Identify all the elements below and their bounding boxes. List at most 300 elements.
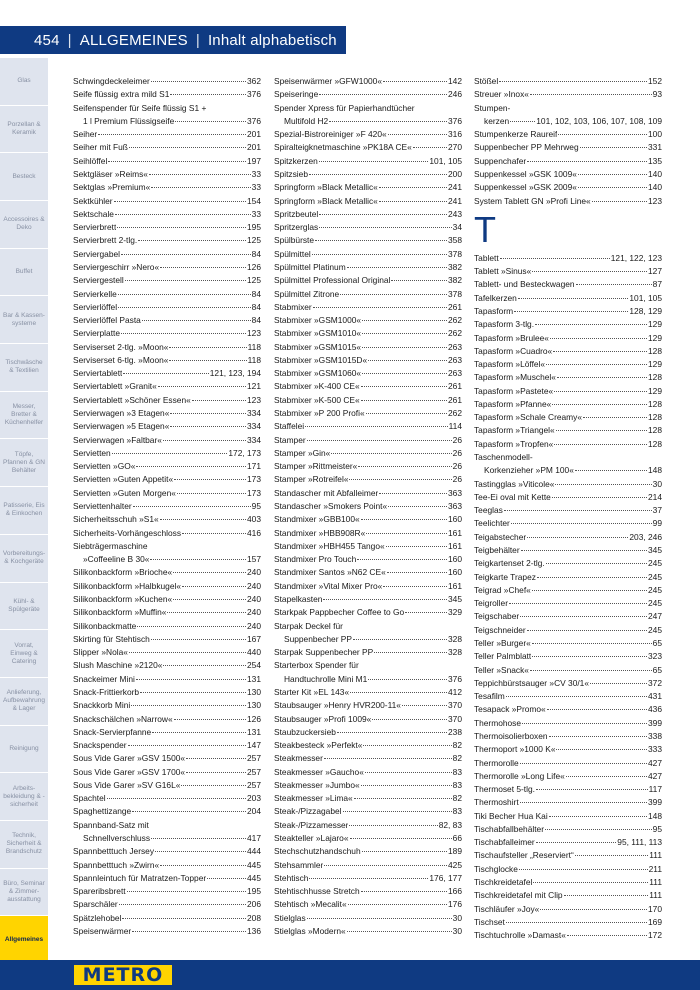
dot-leader (349, 479, 451, 480)
dot-leader (313, 307, 447, 308)
dot-leader (362, 347, 447, 348)
entry-page: 173 (247, 487, 261, 498)
index-entry (274, 102, 462, 129)
sidebar-tab[interactable]: Buffet (0, 249, 48, 297)
entry-term: Stamper »Rotreifel« (274, 474, 349, 485)
dot-leader (532, 590, 647, 591)
entry-term: Stabmixer »K-400 CE« (274, 381, 360, 392)
dot-leader (533, 882, 648, 883)
dot-leader (192, 400, 246, 401)
dot-leader (506, 922, 647, 923)
dot-leader (127, 891, 246, 892)
entry-page: 338 (648, 730, 662, 741)
dot-leader (305, 426, 448, 427)
dot-leader (167, 612, 246, 613)
sidebar-tab[interactable]: Porzellan & Keramik (0, 106, 48, 154)
entry-page: 370 (448, 700, 462, 711)
entry-page: 82 (452, 753, 462, 764)
index-entry (474, 597, 662, 610)
dot-leader (331, 453, 451, 454)
dot-leader (315, 240, 447, 241)
index-entry (274, 540, 462, 553)
entry-term: Steakmesser (274, 753, 323, 764)
entry-term: Tapasform »Tropfen« (474, 438, 554, 449)
entry-page: 214 (648, 491, 662, 502)
entry-term: Stabmixer »P 200 Profi« (274, 408, 365, 419)
index-entry (274, 779, 462, 792)
entry-term: Staubsauger »Profi 1009« (274, 713, 372, 724)
sidebar-tab[interactable]: Bar & Kassen-systeme (0, 296, 48, 344)
dot-leader (108, 161, 246, 162)
index-entry (474, 265, 662, 278)
index-entry (474, 155, 662, 168)
dot-leader (536, 842, 617, 843)
entry-term: Stabmixer »GSM1015« (274, 341, 362, 352)
entry-page: 117 (648, 784, 662, 795)
entry-page: 130 (247, 700, 261, 711)
sidebar-tab[interactable]: Messer, Bretter & Küchenhelfer (0, 392, 48, 440)
entry-term: Teigschaber (474, 611, 520, 622)
entry-page: 257 (247, 779, 261, 790)
entry-page: 376 (247, 115, 261, 126)
entry-page: 323 (648, 651, 662, 662)
dot-leader (170, 426, 246, 427)
entry-page: 329 (448, 607, 462, 618)
index-entry (474, 358, 662, 371)
index-entry (474, 411, 662, 424)
sidebar-tab[interactable]: Besteck (0, 153, 48, 201)
index-entry (73, 155, 261, 168)
index-entry (274, 752, 462, 765)
entry-page: 101, 102, 103, 106, 107, 108, 109 (536, 115, 662, 126)
index-entry (73, 606, 261, 619)
index-entry (474, 544, 662, 557)
entry-term: Teigschneider (474, 624, 526, 635)
index-entry (274, 620, 462, 647)
entry-term: Silikonbackform »Muffin« (73, 607, 167, 618)
entry-term: Spachtel (73, 793, 106, 804)
entry-term: Stößel (474, 76, 499, 86)
entry-page: 65 (652, 637, 662, 648)
entry-page: 114 (448, 421, 462, 432)
dot-leader (592, 201, 647, 202)
entry-term: Staffelei (274, 421, 305, 432)
entry-page: 140 (648, 182, 662, 193)
dot-leader (151, 639, 246, 640)
entry-term: Schwingdeckeleimer (73, 76, 150, 86)
entry-page: 131 (247, 673, 261, 684)
entry-page: 334 (247, 434, 261, 445)
index-entry (73, 752, 261, 765)
index-entry (274, 726, 462, 739)
sidebar-tab[interactable]: Büro, Seminar & Zimmer-ausstattung (0, 869, 48, 917)
dot-leader (510, 121, 535, 122)
entry-term: Stamper (274, 434, 306, 445)
entry-term: Servietten »GO« (73, 461, 136, 472)
dot-leader (160, 865, 246, 866)
entry-term: Teigroller (474, 598, 508, 609)
index-entry (73, 845, 261, 858)
entry-page: 431 (648, 691, 662, 702)
dot-leader (361, 785, 452, 786)
entry-page: 263 (448, 354, 462, 365)
entry-term: Sparschäler (73, 899, 118, 910)
entry-page: 263 (448, 368, 462, 379)
index-entry (474, 345, 662, 358)
entry-page: 26 (452, 434, 462, 445)
entry-term: Steakteller »Lajaro« (274, 833, 349, 844)
index-entry (274, 792, 462, 805)
dot-leader (319, 227, 451, 228)
sidebar-tab[interactable]: Technik, Sicherheit & Brandschutz (0, 821, 48, 869)
entry-page: 173 (247, 474, 261, 485)
index-entry (274, 460, 462, 473)
entry-page: 82, 83 (438, 819, 462, 830)
index-entry (73, 181, 261, 194)
index-entry (73, 713, 261, 726)
entry-page: 123 (648, 195, 662, 206)
entry-term: Standmixer »Vital Mixer Pro« (274, 580, 383, 591)
entry-term: Sicherheits-Vorhängeschloss (73, 527, 182, 538)
index-entry (474, 849, 662, 862)
entry-page: 171 (247, 461, 261, 472)
dot-leader (340, 294, 447, 295)
index-entry (73, 686, 261, 699)
dot-leader (133, 506, 251, 507)
entry-term: Thermoset 5-tlg. (474, 784, 535, 795)
index-entry (73, 407, 261, 420)
index-entry (73, 593, 261, 606)
entry-page: 376 (448, 673, 462, 684)
entry-term: Spätzlehobel (73, 912, 122, 923)
dot-leader (347, 931, 452, 932)
section-subtitle: Inhalt alphabetisch (207, 31, 337, 49)
entry-term: Snack-Frittierkorb (73, 686, 140, 697)
index-column-1 (73, 75, 261, 938)
dot-leader (149, 174, 251, 175)
entry-term: Tastingglas »Viticole« (474, 478, 555, 489)
entry-term: Spülmittel Professional Original (274, 275, 391, 286)
index-entry (274, 168, 462, 181)
entry-page: 370 (448, 713, 462, 724)
entry-term: Thermoisolierboxen (474, 730, 548, 741)
index-entry (274, 327, 462, 340)
entry-page: 152 (648, 76, 662, 86)
entry-term-continued: »Coffeeline B 30« (83, 554, 150, 565)
index-entry (274, 885, 462, 898)
index-column-3 (474, 75, 662, 942)
index-entry (274, 274, 462, 287)
entry-page: 243 (448, 208, 462, 219)
dot-leader (530, 94, 652, 95)
entry-term: Springform »Black Metallic« (274, 195, 378, 206)
index-entry (274, 766, 462, 779)
index-entry (474, 637, 662, 650)
entry-page: 382 (448, 261, 462, 272)
entry-page: 129 (648, 319, 662, 330)
entry-term-continued: kerzen (484, 115, 510, 126)
dot-leader (136, 679, 246, 680)
entry-page: 99 (652, 518, 662, 529)
sidebar-tab[interactable]: Tischwäsche & Textilien (0, 344, 48, 392)
entry-term: Snackkorb Mini (73, 700, 131, 711)
dot-leader (522, 723, 647, 724)
dot-leader (361, 891, 447, 892)
dot-leader (379, 201, 447, 202)
entry-term: Spiralteigknetmaschine »PK18A CE« (274, 142, 412, 153)
dot-leader (354, 798, 452, 799)
entry-term: Springform »Black Metallic« (274, 182, 378, 193)
dot-leader (324, 865, 447, 866)
index-entry (474, 717, 662, 730)
dot-leader (312, 254, 447, 255)
dot-leader (520, 802, 647, 803)
dot-leader (546, 364, 647, 365)
entry-page: 129 (648, 332, 662, 343)
index-entry (73, 75, 261, 88)
dot-leader (362, 373, 447, 374)
dot-leader (347, 267, 447, 268)
index-entry (274, 832, 462, 845)
entry-page: 170 (648, 903, 662, 914)
index-entry (474, 424, 662, 437)
entry-page: 126 (247, 261, 261, 272)
entry-term: Teller »Burger« (474, 637, 531, 648)
dot-leader (554, 391, 647, 392)
entry-term: Stielglas »Modern« (274, 926, 346, 936)
dot-leader (319, 94, 447, 95)
index-entry (73, 460, 261, 473)
entry-term: Suppenchafer (474, 155, 527, 166)
entry-term: Sous Vide Garer »SV G16L« (73, 779, 181, 790)
sidebar-tab[interactable]: Vorrat, Einweg & Catering (0, 630, 48, 678)
sidebar-tab[interactable]: Accessoires & Deko (0, 201, 48, 249)
dot-leader (140, 692, 246, 693)
entry-term: Tapasform »Muschel« (474, 372, 556, 383)
dot-leader (518, 298, 629, 299)
dot-leader (388, 506, 447, 507)
index-entry (73, 872, 261, 885)
entry-page: 257 (247, 753, 261, 764)
dot-leader (169, 360, 246, 361)
dot-leader (343, 811, 452, 812)
entry-term: Tischset (474, 916, 505, 927)
sidebar-tab[interactable]: Anlieferung, Aufbewahrung & Lager (0, 678, 48, 726)
index-entry (274, 394, 462, 407)
index-entry (73, 898, 261, 911)
index-entry (274, 288, 462, 301)
entry-term: Starterbox Spender für (274, 660, 359, 671)
index-entry (73, 314, 261, 327)
entry-term: Serviertablett (73, 368, 123, 379)
entry-page: 26 (452, 461, 462, 472)
entry-term: Staubzuckersieb (274, 726, 336, 737)
entry-term: Servietten »Guten Appetit« (73, 474, 174, 485)
index-entry (73, 394, 261, 407)
entry-term: Tapasform »Pfanne« (474, 398, 552, 409)
entry-page: 83 (452, 766, 462, 777)
entry-term: Tiki Becher Hua Kai (474, 810, 548, 821)
dot-leader (504, 510, 652, 511)
entry-term: Servietten »Guten Morgen« (73, 487, 176, 498)
dot-leader (546, 563, 647, 564)
index-entry (73, 447, 261, 460)
dot-leader (386, 546, 447, 547)
dot-leader (557, 377, 647, 378)
entry-term: Stehsammler (274, 859, 324, 870)
dot-leader (137, 626, 246, 627)
entry-term: Servierbrett 2-tlg. (73, 235, 138, 246)
entry-term: Teigabstecher (474, 531, 527, 542)
index-entry (73, 580, 261, 593)
dot-leader (362, 320, 447, 321)
sidebar-tab[interactable]: Vorbereitungs- & Kochgeräte (0, 535, 48, 583)
index-entry (73, 327, 261, 340)
entry-page: 128 (648, 425, 662, 436)
entry-term: Stabmixer »GSM1010« (274, 328, 362, 339)
sidebar-tab[interactable]: Reinigung (0, 726, 48, 774)
entry-page: 211 (648, 863, 662, 874)
entry-term: Sicherheitsschuh »S1« (73, 514, 159, 525)
entry-page: 316 (448, 129, 462, 140)
index-entry (474, 168, 662, 181)
index-entry (73, 234, 261, 247)
index-entry (73, 540, 261, 567)
entry-page: 363 (448, 487, 462, 498)
entry-page: 128 (648, 438, 662, 449)
index-entry (274, 473, 462, 486)
index-entry (274, 407, 462, 420)
entry-term: Tischabfallbehälter (474, 823, 544, 834)
dot-leader (365, 772, 452, 773)
index-entry (274, 872, 462, 885)
entry-term: Standascher mit Abfalleimer (274, 487, 379, 498)
dot-leader (578, 187, 647, 188)
entry-term: Thermoport »1000 K« (474, 744, 556, 755)
index-entry (274, 500, 462, 513)
entry-term: Tischtuchrolle »Damast« (474, 930, 566, 941)
entry-term: Serviserset 6-tlg. »Moon« (73, 354, 169, 365)
dot-leader (309, 878, 428, 879)
dot-leader (350, 692, 447, 693)
dot-leader (358, 466, 451, 467)
entry-page: 445 (247, 872, 261, 883)
entry-term: Spareribsbrett (73, 886, 126, 897)
dot-leader (362, 851, 447, 852)
entry-term: Snackspender (73, 740, 127, 751)
index-entry (274, 487, 462, 500)
dot-leader (186, 758, 246, 759)
dot-leader (575, 855, 649, 856)
entry-page: 125 (247, 275, 261, 286)
entry-page: 118 (247, 341, 261, 352)
entry-term: Silikonbackform »Brioche« (73, 567, 173, 578)
dot-leader (309, 174, 447, 175)
entry-term: Tablett »Sinus« (474, 266, 532, 277)
dot-leader (537, 577, 647, 578)
index-entry (474, 278, 662, 291)
dot-leader (123, 373, 208, 374)
sidebar-tab[interactable]: Patisserie, Eis & Einkochen (0, 487, 48, 535)
dot-leader (158, 386, 246, 387)
sidebar-tab[interactable]: Allgemeines (0, 916, 48, 964)
entry-term: Spitzsieb (274, 168, 308, 179)
dot-leader (350, 838, 452, 839)
entry-page: 200 (448, 168, 462, 179)
index-entry (274, 805, 462, 818)
entry-term: Stehtisch (274, 872, 309, 883)
index-entry (474, 783, 662, 796)
entry-page: 197 (247, 155, 261, 166)
index-entry (73, 513, 261, 526)
entry-page: 201 (247, 142, 261, 153)
index-entry (274, 128, 462, 141)
entry-page: 203, 246 (629, 531, 662, 542)
index-column-2 (274, 75, 462, 938)
entry-page: 101, 105 (629, 292, 662, 303)
sidebar-tab[interactable]: Glas (0, 58, 48, 106)
dot-leader (520, 763, 647, 764)
index-entry (73, 367, 261, 380)
entry-page: 262 (448, 315, 462, 326)
entry-term: Teigbehälter (474, 545, 520, 555)
entry-page: 445 (247, 859, 261, 870)
index-entry (474, 305, 662, 318)
entry-term: Servierwagen »3 Etagen« (73, 408, 170, 419)
entry-term: Stechschutzhandschuh (274, 846, 361, 857)
index-entry (274, 646, 462, 659)
entry-page: 121, 123, 194 (209, 368, 261, 379)
index-entry (274, 513, 462, 526)
sidebar-tab[interactable]: Töpfe, Pfannen & GN Behälter (0, 439, 48, 487)
entry-term: Sektschale (73, 208, 114, 219)
entry-term: Thermohose (474, 717, 522, 728)
entry-page: 26 (452, 474, 462, 485)
sidebar-tab[interactable]: Arbeits-bekleidung & -sicherheit (0, 773, 48, 821)
index-entry (474, 770, 662, 783)
index-entry (474, 650, 662, 663)
index-entry (274, 354, 462, 367)
entry-page: 84 (251, 248, 261, 259)
index-entry (73, 88, 261, 101)
entry-page: 128, 129 (629, 305, 662, 316)
entry-term: Spannleintuch für Matratzen-Topper (73, 872, 207, 883)
entry-page: 238 (448, 726, 462, 737)
index-entry (274, 819, 462, 832)
sidebar-tab[interactable]: Kühl- & Spülgeräte (0, 583, 48, 631)
dot-leader (163, 440, 246, 441)
index-entry (73, 792, 261, 805)
entry-page: 33 (251, 168, 261, 179)
entry-term: Thermoshirt (474, 797, 519, 808)
entry-page: 345 (448, 593, 462, 604)
entry-term: Steakmesser »Jumbo« (274, 779, 360, 790)
dot-leader (363, 745, 451, 746)
index-entry (474, 584, 662, 597)
dot-leader (349, 825, 437, 826)
entry-page: 427 (648, 757, 662, 768)
index-entry (474, 292, 662, 305)
entry-page: 100 (648, 129, 662, 140)
entry-term: Servietten (73, 447, 111, 458)
index-entry (474, 491, 662, 504)
entry-term: Tischläufer »Joy« (474, 903, 540, 914)
entry-page: 331 (648, 142, 662, 153)
entry-term: Thermorolle »Long Life« (474, 770, 565, 781)
dot-leader (383, 81, 447, 82)
index-entry (73, 195, 261, 208)
index-entry (73, 221, 261, 234)
